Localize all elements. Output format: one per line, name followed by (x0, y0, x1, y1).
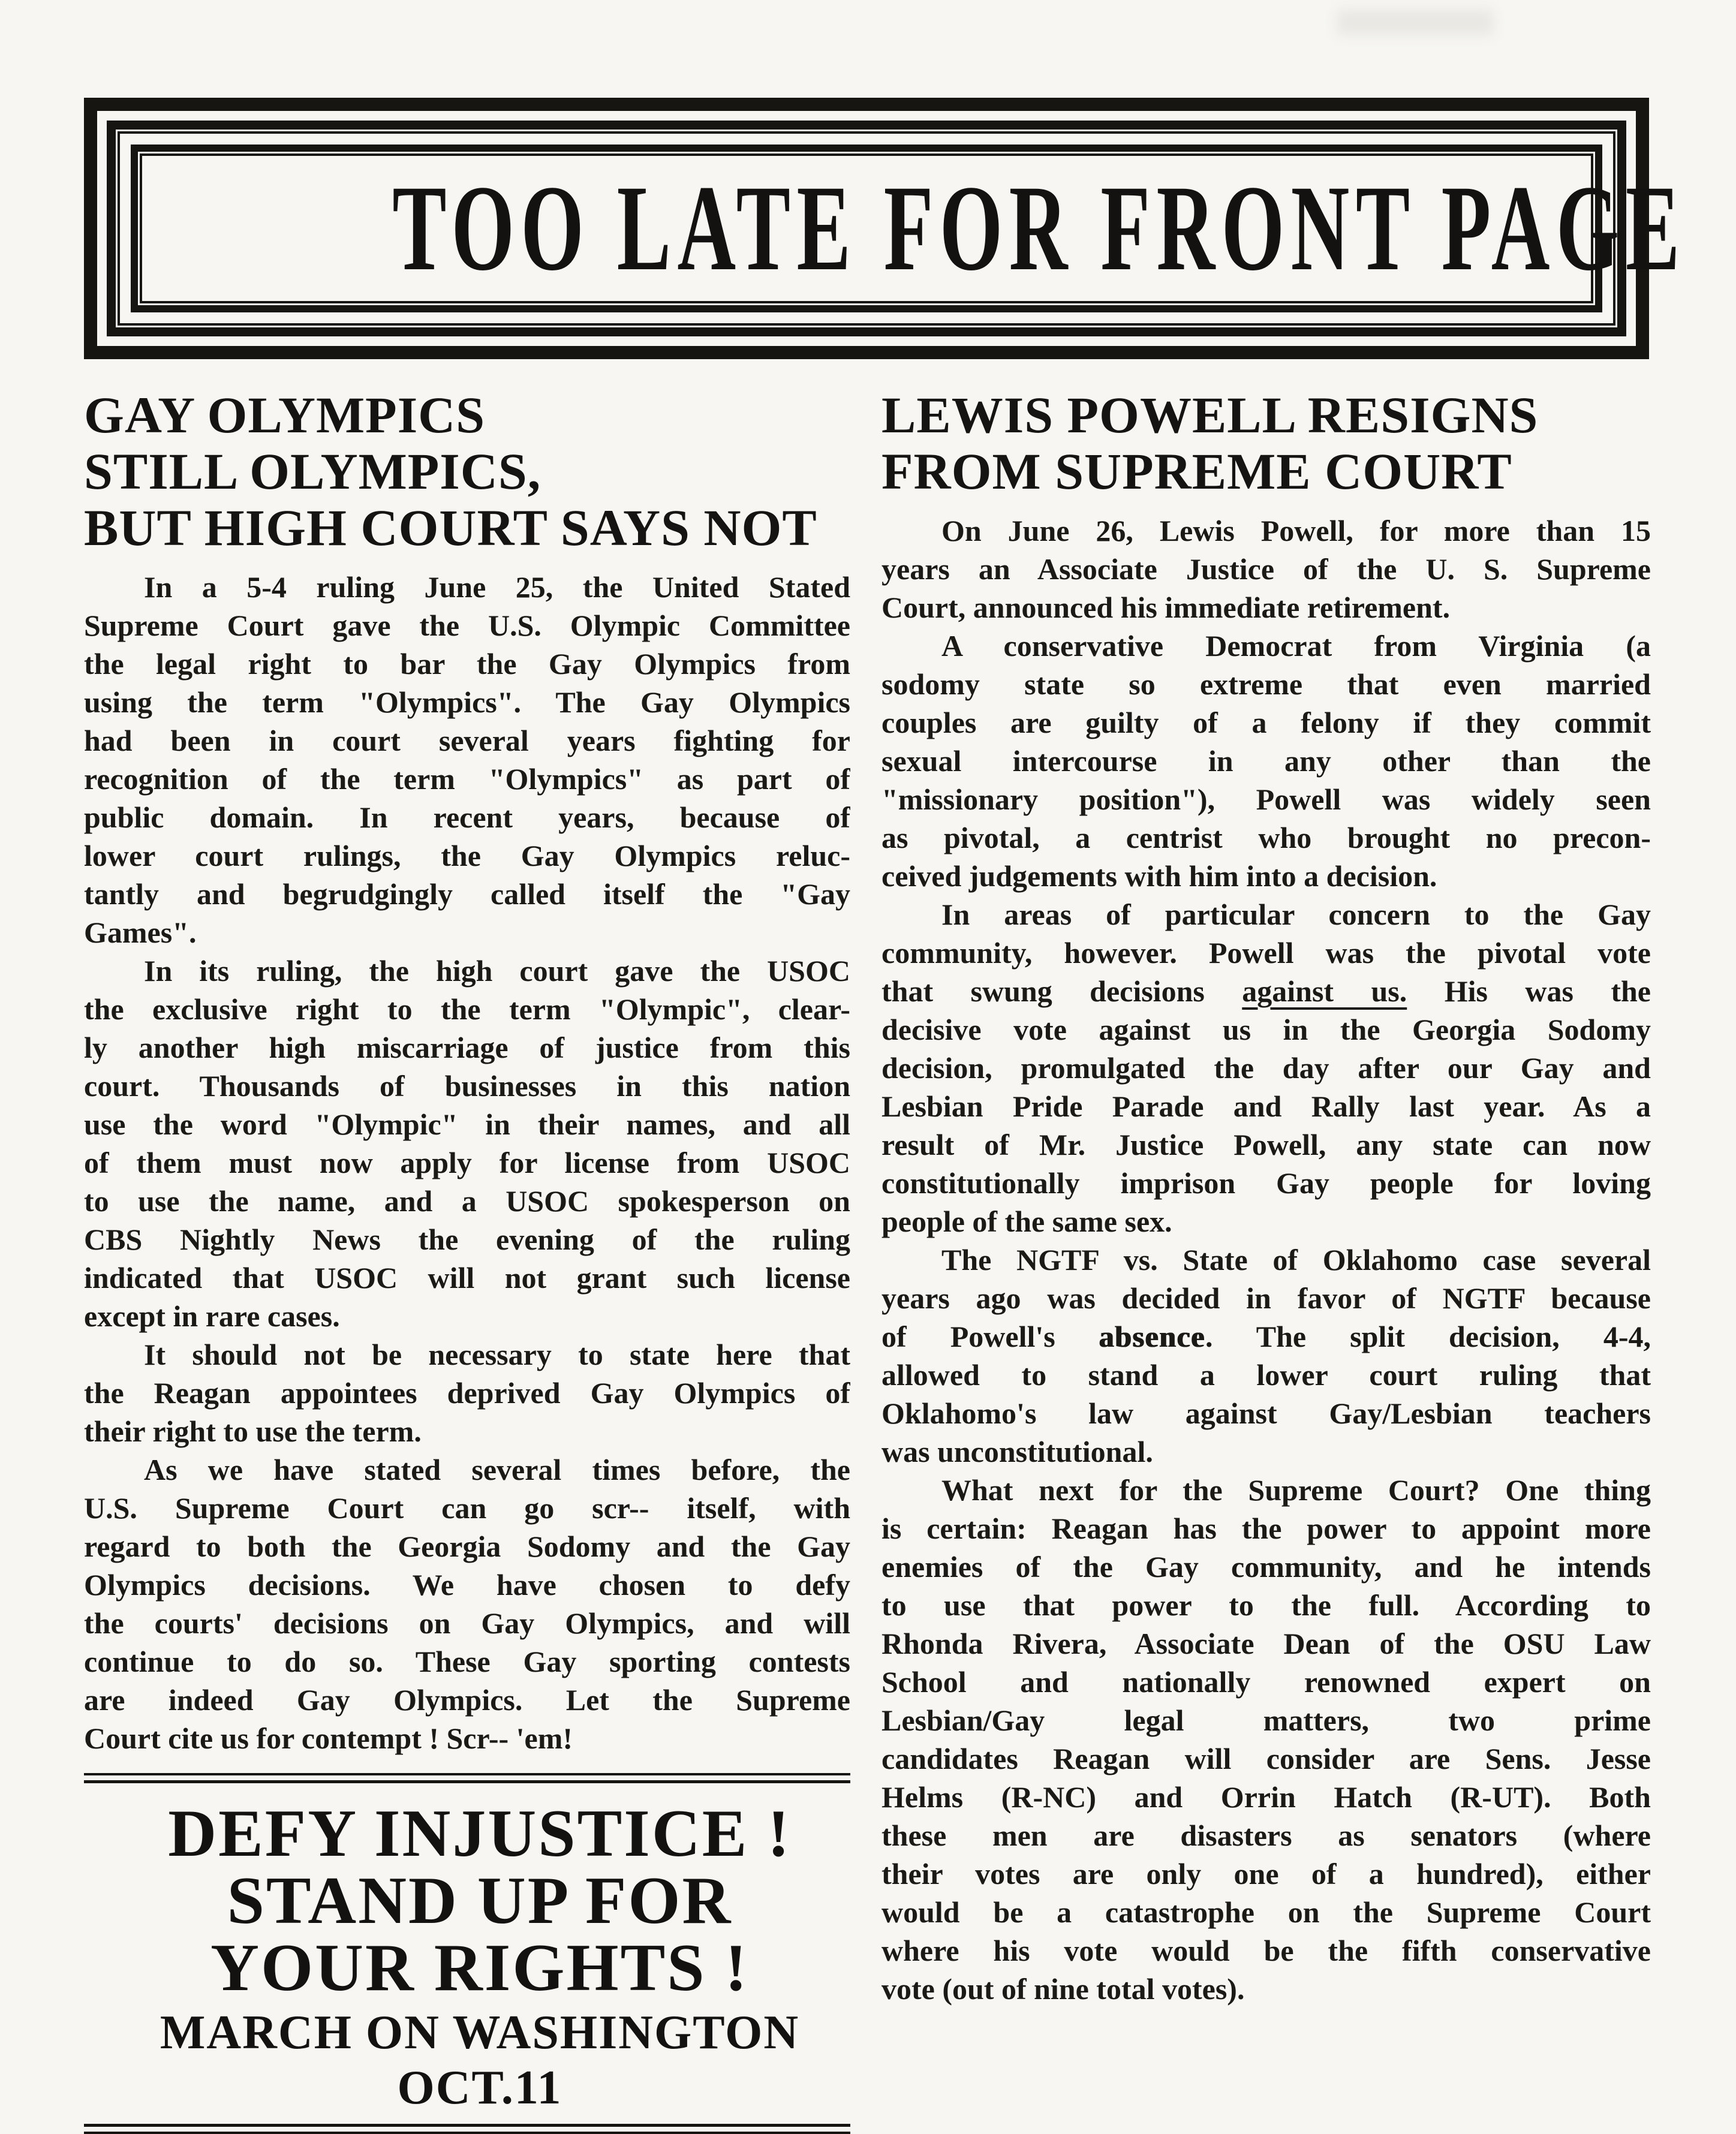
text-line: Lesbian Pride Parade and Rally last year. As a (881, 1089, 1651, 1123)
text-line: School and nationally renowned expert on (881, 1665, 1651, 1699)
article-body (84, 568, 850, 1757)
callout-line: DEFY INJUSTICE ! (168, 1796, 792, 1871)
text-line: community, however. Powell was the pivotal vote (881, 935, 1651, 970)
text-line: public domain. In recent years, because of (84, 800, 850, 834)
text-line: Oklahomo's law against Gay/Lesbian teachers (881, 1396, 1651, 1430)
text-line: result of Mr. Justice Powell, any state can now (881, 1127, 1651, 1161)
callout-footer: MARCH ON WASHINGTON OCT.11 (160, 2006, 800, 2114)
headline-line: FROM SUPREME COURT (881, 442, 1512, 500)
text-line: CBS Nightly News the evening of the ruling (84, 1222, 850, 1256)
masthead-frame-outer (84, 98, 1686, 359)
text-line: their votes are only one of a hundred), either (881, 1856, 1651, 1891)
paragraph (84, 952, 850, 1335)
text-line: Rhonda Rivera, Associate Dean of the OSU Law (881, 1626, 1651, 1660)
text-line: are indeed Gay Olympics. Let the Supreme (84, 1682, 850, 1717)
text-line: It should not be necessary to state here that (144, 1337, 850, 1371)
text-line: indicated that USOC will not grant such license (84, 1260, 850, 1295)
article-headline (84, 387, 850, 556)
text-line: decision, promulgated the day after our Gay and (881, 1051, 1651, 1085)
article-columns (0, 387, 1736, 2134)
text-line: sodomy state so extreme that even married (881, 667, 1651, 701)
text-line: couples are guilty of a felony if they commit (881, 705, 1651, 739)
text-line: their right to use the term. (84, 1414, 422, 1448)
bold-text: absence (1099, 1319, 1206, 1353)
text-line: ceived judgements with him into a decision. (881, 859, 1437, 893)
underlined-text: against us. (1242, 974, 1407, 1008)
text-line: candidates Reagan will consider are Sens. Jesse (881, 1741, 1651, 1775)
masthead-frame-mid-thin (118, 131, 1686, 326)
text-line: recognition of the term "Olympics" as part of (84, 762, 850, 796)
text-line: On June 26, Lewis Powell, for more than 15 (941, 513, 1651, 547)
text-line: A conservative Democrat from Virginia (a (941, 628, 1651, 663)
text-line: constitutionally imprison Gay people for loving (881, 1166, 1651, 1200)
text-line: "missionary position"), Powell was widely seen (881, 782, 1651, 816)
article-powell-resigns (881, 387, 1651, 2008)
masthead-title: TOO LATE FOR FRONT PAGE (392, 160, 1686, 296)
text-line: What next for the Supreme Court? One thing (941, 1473, 1651, 1507)
paragraph (84, 1450, 850, 1757)
article-headline (881, 387, 1651, 499)
text-line: sexual intercourse in any other than the (881, 744, 1651, 778)
text-line: was unconstitutional. (881, 1434, 1153, 1468)
text-line: Court cite us for contempt ! Scr-- 'em! (84, 1721, 573, 1755)
callout-line: STAND UP FOR (227, 1863, 733, 1938)
text-line: except in rare cases. (84, 1299, 340, 1333)
text-line: Supreme Court gave the U.S. Olympic Committee (84, 608, 850, 642)
text-line: people of the same sex. (881, 1204, 1172, 1238)
text-line: vote (out of nine total votes). (881, 1972, 1245, 2006)
text-line: As we have stated several times before, the (144, 1452, 850, 1486)
text-line: to use that power to the full. According to (881, 1588, 1651, 1622)
text-line: the Reagan appointees deprived Gay Olympics of (84, 1375, 850, 1410)
text-line: years an Associate Justice of the U. S. Supreme (881, 552, 1651, 586)
text-line: allowed to stand a lower court ruling that (881, 1358, 1651, 1392)
text-line: that swung decisions against us. His was the (881, 974, 1651, 1008)
paragraph (881, 1241, 1651, 1471)
text-line: lower court rulings, the Gay Olympics reluc- (84, 838, 850, 872)
text-line: as pivotal, a centrist who brought no precon- (881, 820, 1651, 854)
masthead (84, 98, 1686, 359)
paragraph (881, 1471, 1651, 2008)
text-line: ly another high miscarriage of justice from this (84, 1030, 850, 1064)
text-line: In a 5-4 ruling June 25, the United Stated (144, 570, 850, 604)
text-line: where his vote would be the fifth conservative (881, 1933, 1651, 1967)
paragraph (881, 511, 1651, 627)
text-line: of them must now apply for license from USOC (84, 1145, 850, 1179)
paragraph (84, 568, 850, 952)
paragraph (881, 895, 1651, 1241)
text-line: years ago was decided in favor of NGTF because (881, 1281, 1651, 1315)
masthead-frame-inner (131, 145, 1686, 312)
masthead-frame-mid (107, 121, 1686, 336)
text-line: is certain: Reagan has the power to appoint more (881, 1511, 1651, 1545)
text-line: using the term "Olympics". The Gay Olympics (84, 685, 850, 719)
text-line: continue to do so. These Gay sporting contests (84, 1644, 850, 1678)
text-line: to use the name, and a USOC spokesperson on (84, 1184, 850, 1218)
text-line: Helms (R-NC) and Orrin Hatch (R-UT). Both (881, 1780, 1651, 1814)
text-line: the exclusive right to the term "Olympic", clear- (84, 992, 850, 1026)
headline-line: STILL OLYMPICS, (84, 442, 541, 500)
text-line: Olympics decisions. We have chosen to defy (84, 1567, 850, 1602)
callout-box (84, 1773, 850, 2134)
masthead-frame-inner-thin (140, 153, 1686, 303)
text-line: tantly and begrudgingly called itself the "Gay (84, 877, 850, 911)
text-line: The NGTF vs. State of Oklahomo case several (941, 1242, 1651, 1277)
paragraph (84, 1335, 850, 1450)
headline-line: GAY OLYMPICS (84, 386, 486, 444)
article-body (881, 511, 1651, 2008)
callout-box-inner (84, 1780, 850, 2127)
text-line: had been in court several years fighting for (84, 723, 850, 757)
text-line: the courts' decisions on Gay Olympics, and will (84, 1606, 850, 1640)
text-line: enemies of the Gay community, and he intends (881, 1549, 1651, 1584)
scan-artifact (1337, 10, 1493, 35)
headline-line: LEWIS POWELL RESIGNS (881, 386, 1539, 444)
text-line: these men are disasters as senators (where (881, 1818, 1651, 1852)
text-line: decisive vote against us in the Georgia Sodomy (881, 1012, 1651, 1046)
text-line: In areas of particular concern to the Gay (941, 897, 1651, 931)
text-line: the legal right to bar the Gay Olympics from (84, 646, 850, 681)
paragraph (881, 627, 1651, 895)
text-line: Games". (84, 915, 197, 949)
text-line: of Powell's absence. The split decision, 4-4, (881, 1319, 1651, 1353)
text-line: use the word "Olympic" in their names, and all (84, 1107, 850, 1141)
text-line: would be a catastrophe on the Supreme Court (881, 1895, 1651, 1929)
text-line: court. Thousands of businesses in this nation (84, 1068, 850, 1103)
headline-line: BUT HIGH COURT SAYS NOT (84, 498, 817, 556)
text-line: regard to both the Georgia Sodomy and the Gay (84, 1529, 850, 1563)
text-line: Lesbian/Gay legal matters, two prime (881, 1703, 1651, 1737)
text-line: U.S. Supreme Court can go scr-- itself, with (84, 1491, 850, 1525)
article-gay-olympics (84, 387, 850, 2134)
text-line: In its ruling, the high court gave the USOC (144, 953, 850, 988)
text-line: Court, announced his immediate retirement. (881, 590, 1451, 624)
callout-line: YOUR RIGHTS ! (210, 1930, 749, 2005)
